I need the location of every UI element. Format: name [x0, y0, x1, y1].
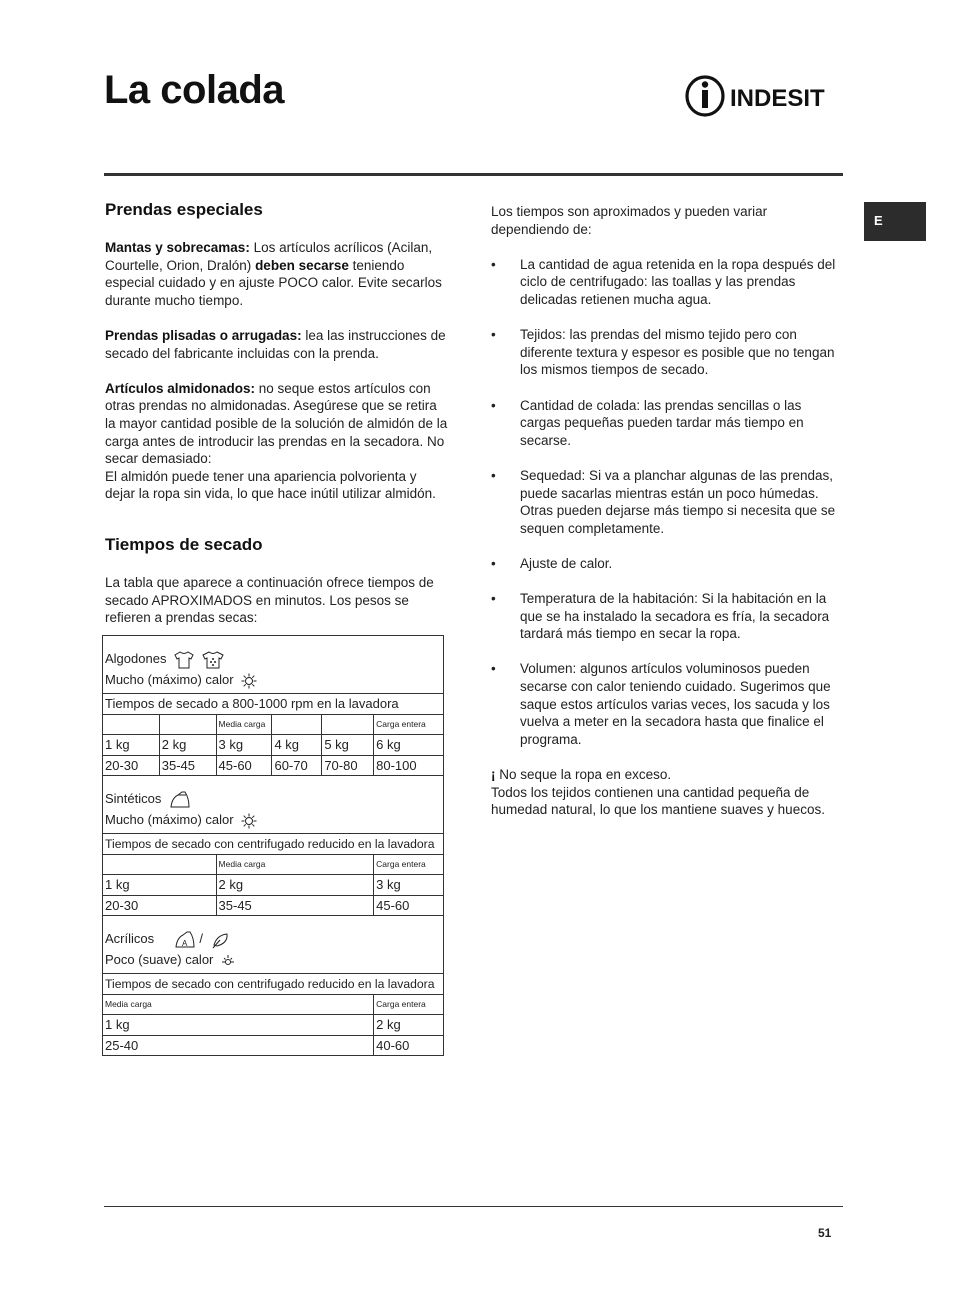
list-item: • Tejidos: las prendas del mismo tejido pero con diferente textura y espesor es posible que no tengan los mismos tiempos de secado.	[491, 327, 835, 378]
iron-icon	[169, 791, 191, 809]
drying-times-heading: Tiempos de secado	[105, 534, 263, 554]
table-cell: 45-60	[216, 755, 272, 776]
synthetic-full-load: Carga entera	[374, 854, 444, 875]
left-column	[105, 200, 450, 644]
list-item: • Cantidad de colada: las prendas sencillas o las cargas pequeñas pueden tardar más tiempo en secarse.	[491, 397, 804, 448]
table-cell: 2 kg	[216, 875, 374, 896]
acrylic-full-load: Carga entera	[374, 994, 444, 1015]
drying-times-table	[102, 635, 444, 1056]
high-heat-icon	[241, 673, 257, 689]
pleated-paragraph: Prendas plisadas o arrugadas: lea las instrucciones de secado del fabricante incluidas con la prenda.	[105, 327, 446, 361]
wool-icon	[211, 931, 231, 949]
special-garments-heading: Prendas especiales	[105, 200, 263, 219]
table-cell: 2 kg	[159, 735, 216, 756]
table-cell: 2 kg	[374, 1015, 444, 1036]
factors-list	[491, 256, 836, 749]
list-item: • Sequedad: Si va a planchar algunas de las prendas, puede sacarlas mientras están un poco húmedas. Otras pueden dejarse más tiempo si necesita que se sequen completamente.	[491, 467, 836, 536]
warning-icon: ¡	[491, 767, 496, 782]
synthetic-header-row	[103, 776, 444, 834]
table-cell: 6 kg	[374, 735, 444, 756]
synthetic-note: Tiempos de secado con centrifugado reducido en la lavadora	[103, 834, 444, 855]
high-heat-icon	[241, 813, 257, 829]
cotton-half-load: Media carga	[216, 714, 272, 735]
page-title: La colada	[104, 68, 285, 112]
blankets-paragraph: Mantas y sobrecamas: Los artículos acrílicos (Acilan, Courtelle, Orion, Dralón) deben secarse teniendo especial cuidado y en ajuste POCO calor. Evite secarlos durante mucho tiempo.	[105, 240, 442, 308]
acrylic-times-row	[103, 1035, 444, 1056]
table-cell: 35-45	[216, 895, 374, 916]
table-cell: 25-40	[103, 1035, 374, 1056]
top-divider	[104, 173, 843, 176]
bottom-divider	[104, 1206, 843, 1207]
synthetic-times-row	[103, 895, 444, 916]
list-item: • La cantidad de agua retenida en la ropa después del ciclo de centrifugado: las toallas y las prendas delicadas retienen mucha agua.	[491, 256, 836, 307]
iron-a-icon	[174, 931, 196, 949]
acrylic-slash: /	[199, 931, 203, 946]
table-cell: 40-60	[374, 1035, 444, 1056]
low-heat-icon	[221, 954, 235, 968]
synthetic-half-load: Media carga	[216, 854, 374, 875]
table-cell: 1 kg	[103, 875, 217, 896]
table-cell: 1 kg	[103, 1015, 374, 1036]
table-cell: 20-30	[103, 895, 217, 916]
list-item: • Temperatura de la habitación: Si la habitación en la que se ha instalado la secadora es fría, la secadora tardará más tiempo en secar la ropa.	[491, 591, 830, 642]
drying-times-intro: La tabla que aparece a continuación ofrece tiempos de secado APROXIMADOS en minutos. Los pesos se refieren a prendas secas:	[105, 574, 434, 626]
cotton-load-row	[103, 714, 444, 735]
factors-intro: Los tiempos son aproximados y pueden variar dependiendo de:	[491, 204, 768, 237]
language-tab: E	[864, 202, 926, 241]
page-number: 51	[818, 1226, 832, 1240]
brand-name: INDESIT	[730, 85, 825, 112]
indesit-logo	[684, 74, 844, 118]
acrylic-weights-row	[103, 1015, 444, 1036]
warning-paragraph: ¡ No seque la ropa en exceso. Todos los tejidos contienen una cantidad pequeña de humedad natural, lo que los mantiene suaves y huecos.	[491, 767, 825, 818]
cotton-note: Tiempos de secado a 800-1000 rpm en la lavadora	[103, 694, 444, 715]
acrylic-note: Tiempos de secado con centrifugado reducido en la lavadora	[103, 974, 444, 995]
cotton-full-load: Carga entera	[374, 714, 444, 735]
svg-text:A: A	[181, 938, 188, 948]
cotton-weights-row	[103, 735, 444, 756]
list-item: • Volumen: algunos artículos voluminosos pueden secarse con calor teniendo cuidado. Sugerimos que saque estos artículos varias veces, los sacuda y los vuelva a meter en la secadora hasta que finalice el programa.	[491, 661, 831, 747]
acrylic-load-row	[103, 994, 444, 1015]
synthetic-heat-label: Mucho (máximo) calor	[105, 812, 234, 827]
table-cell: 20-30	[103, 755, 160, 776]
right-column	[491, 203, 836, 819]
cotton-heat-label: Mucho (máximo) calor	[105, 672, 234, 687]
cotton-header-row	[103, 636, 444, 694]
acrylic-heat-label: Poco (suave) calor	[105, 952, 214, 967]
table-cell: 45-60	[374, 895, 444, 916]
table-cell: 80-100	[374, 755, 444, 776]
synthetic-load-row	[103, 854, 444, 875]
starched-paragraph: Artículos almidonados: no seque estos artículos con otras prendas no almidonadas. Asegúrese que se retira la mayor cantidad posible de la solución de almidón de la carga antes de introducir las prendas en la secadora. No secar demasiado: El almidón puede tener una apariencia polvorienta y dejar la ropa sin vida, lo que hace inútil utilizar almidón.	[105, 380, 448, 502]
table-cell: 35-45	[159, 755, 216, 776]
tshirt-icon	[174, 651, 194, 669]
acrylic-header-row	[103, 916, 444, 974]
acrylic-label: Acrílicos	[105, 931, 155, 946]
synthetic-weights-row	[103, 875, 444, 896]
tshirt-dots-icon	[202, 651, 224, 669]
table-cell: 3 kg	[216, 735, 272, 756]
table-cell: 4 kg	[272, 735, 322, 756]
cotton-label: Algodones	[105, 651, 167, 666]
table-cell: 5 kg	[322, 735, 374, 756]
list-item: • Ajuste de calor.	[491, 555, 613, 571]
table-cell: 1 kg	[103, 735, 160, 756]
table-cell: 60-70	[272, 755, 322, 776]
table-cell: 70-80	[322, 755, 374, 776]
cotton-times-row	[103, 755, 444, 776]
table-cell: 3 kg	[374, 875, 444, 896]
synthetic-label: Sintéticos	[105, 791, 162, 806]
acrylic-half-load: Media carga	[103, 994, 374, 1015]
